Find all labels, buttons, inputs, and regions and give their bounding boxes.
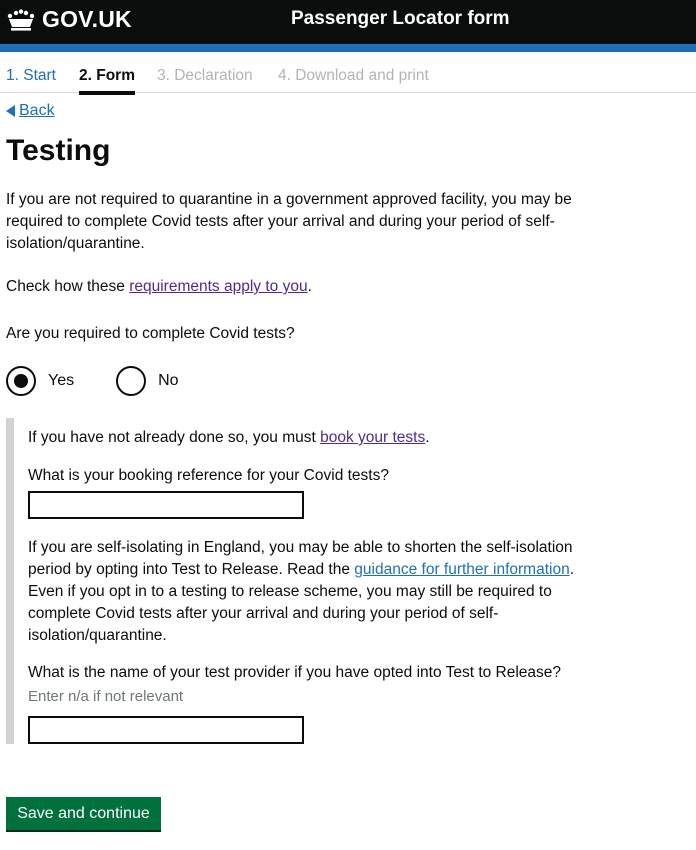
test-provider-input[interactable] (28, 716, 304, 744)
intro-text: If you are not required to quarantine in a government approved facility, you may be required to complete Covid tests after your arrival and during your period of self-isolation/quarantine. (6, 191, 572, 252)
step-declaration: 3. Declaration (157, 67, 253, 84)
crown-icon (6, 9, 36, 31)
check-requirements-text (6, 276, 596, 298)
book-tests-text (28, 427, 668, 449)
conditional-reveal-border (6, 418, 14, 744)
radio-no[interactable] (116, 366, 146, 396)
logo-text: GOV.UK (42, 6, 132, 32)
progress-steps (0, 52, 696, 93)
save-and-continue-button[interactable]: Save and continue (6, 797, 161, 830)
step-download-print: 4. Download and print (278, 67, 429, 84)
back-triangle-icon (6, 105, 15, 117)
booking-reference-label: What is your booking reference for your Covid tests? (28, 467, 389, 484)
test-provider-hint: Enter n/a if not relevant (28, 688, 184, 705)
check-prefix: Check how these (6, 278, 130, 295)
covid-tests-question: Are you required to complete Covid tests? (6, 325, 295, 342)
step-start[interactable]: 1. Start (6, 67, 56, 84)
govuk-logo[interactable] (6, 6, 132, 33)
radio-no-label[interactable]: No (158, 372, 179, 389)
release-suffix: . Even if you opt in to a testing to release scheme, you may still be required to complete Covid tests after your arrival and during your period of self-isolation/quarantine. (28, 561, 575, 644)
service-name[interactable]: Passenger Locator form (291, 8, 510, 29)
back-label: Back (19, 102, 55, 119)
book-tests-link[interactable]: book your tests (320, 429, 426, 446)
book-suffix: . (425, 429, 430, 446)
book-prefix: If you have not already done so, you must (28, 429, 321, 446)
page-title: Testing (6, 134, 111, 167)
guidance-link[interactable]: guidance for further information (354, 561, 570, 578)
radio-yes[interactable] (6, 366, 36, 396)
covid-tests-radios (6, 366, 179, 396)
test-to-release-text (28, 537, 598, 647)
back-link[interactable] (6, 102, 55, 120)
step-form: 2. Form (79, 67, 135, 84)
requirements-link[interactable]: requirements apply to you (129, 278, 308, 295)
govuk-header (0, 0, 696, 52)
check-suffix: . (307, 278, 312, 295)
test-provider-label: What is the name of your test provider if you have opted into Test to Release? (28, 664, 562, 681)
release-prefix: If you are self-isolating in England, you may be able to shorten the self-isolation period by opting into Test to Release. Read the (28, 539, 573, 578)
radio-yes-label[interactable]: Yes (48, 372, 75, 389)
booking-reference-input[interactable] (28, 491, 304, 519)
